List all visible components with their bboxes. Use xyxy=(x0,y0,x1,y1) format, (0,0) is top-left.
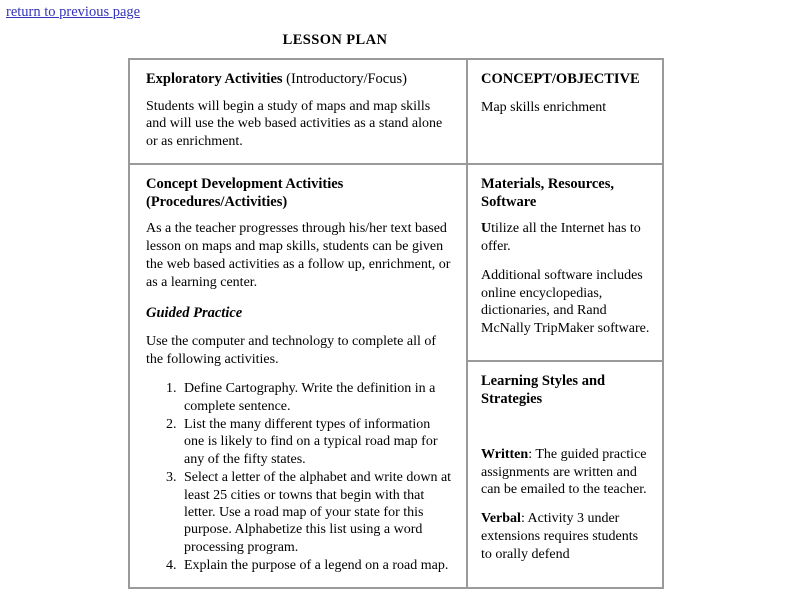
cell-concept-objective xyxy=(467,59,663,164)
concept-objective-heading: CONCEPT/OBJECTIVE xyxy=(481,71,640,87)
table-row xyxy=(129,164,663,361)
materials-body-internet xyxy=(481,220,650,256)
page-title: LESSON PLAN xyxy=(282,32,388,49)
concept-objective-body: Map skills enrichment xyxy=(481,99,607,115)
activities-list xyxy=(146,380,452,574)
learning-styles-heading xyxy=(481,373,650,408)
concept-development-heading-line2: (Procedures/Activities) xyxy=(146,193,288,210)
guided-practice-subheading: Guided Practice xyxy=(146,305,243,322)
learning-style-written-text: : The guided practice assignments are written and can be emailed to the teacher. xyxy=(481,446,647,498)
learning-styles-heading-line1: Learning Styles and xyxy=(481,373,606,390)
table-row xyxy=(129,59,663,164)
lesson-plan-table xyxy=(128,58,664,589)
learning-style-verbal-label: Verbal xyxy=(481,511,521,527)
concept-development-heading-line1: Concept Development Activities xyxy=(146,175,344,192)
cell-exploratory-activities xyxy=(129,59,467,164)
cell-learning-styles-strategies xyxy=(467,361,663,588)
list-item: 4. Explain the purpose of a legend on a road map. xyxy=(180,557,452,574)
materials-body-lead-letter: U xyxy=(481,221,492,237)
learning-style-verbal-text: : Activity 3 under extensions requires students to orally defend xyxy=(481,511,639,562)
materials-heading xyxy=(481,176,650,211)
concept-development-heading xyxy=(146,176,452,211)
list-item: 1. Define Cartography. Write the definition in a complete sentence. xyxy=(180,380,452,415)
learning-styles-spacer xyxy=(481,418,650,446)
concept-development-body: As a the teacher progresses through his/her text based lesson on maps and map skills, students can be given the web based activities as a follow up, enrichment, or as a learning center. xyxy=(146,221,451,290)
exploratory-heading-paren: (Introductory/Focus) xyxy=(286,71,407,87)
learning-style-written-label: Written xyxy=(481,446,529,462)
materials-heading-line1: Materials, Resources, xyxy=(481,175,615,192)
return-to-previous-page-link[interactable]: return to previous page xyxy=(6,4,141,20)
list-item: 3. Select a letter of the alphabet and write down at least 25 cities or towns that begin with that letter. Use a road map of your state for this purpose. Alphabetize this list using a word processing program. xyxy=(180,469,452,556)
exploratory-body: Students will begin a study of maps and map skills and will use the web based activities as a stand alone or as enrichment. xyxy=(146,98,443,150)
cell-concept-development xyxy=(129,164,467,588)
lesson-plan-table-wrapper xyxy=(128,58,664,589)
materials-heading-line2: Software xyxy=(481,193,537,210)
cell-materials-resources-software xyxy=(467,164,663,361)
exploratory-heading xyxy=(146,71,452,89)
exploratory-heading-bold: Exploratory Activities xyxy=(146,71,283,87)
learning-style-verbal xyxy=(481,510,650,563)
materials-body-internet-text: tilize all the Internet has to offer. xyxy=(481,221,641,255)
list-item: 2. List the many different types of information one is likely to find on a typical road map for any of the fifty states. xyxy=(180,416,452,468)
guided-practice-intro: Use the computer and technology to complete all of the following activities. xyxy=(146,333,437,367)
materials-body-software: Additional software includes online encyclopedias, dictionaries, and Rand McNally TripMaker software. xyxy=(481,267,650,337)
learning-styles-heading-line2: Strategies xyxy=(481,391,543,408)
learning-style-written xyxy=(481,446,650,499)
